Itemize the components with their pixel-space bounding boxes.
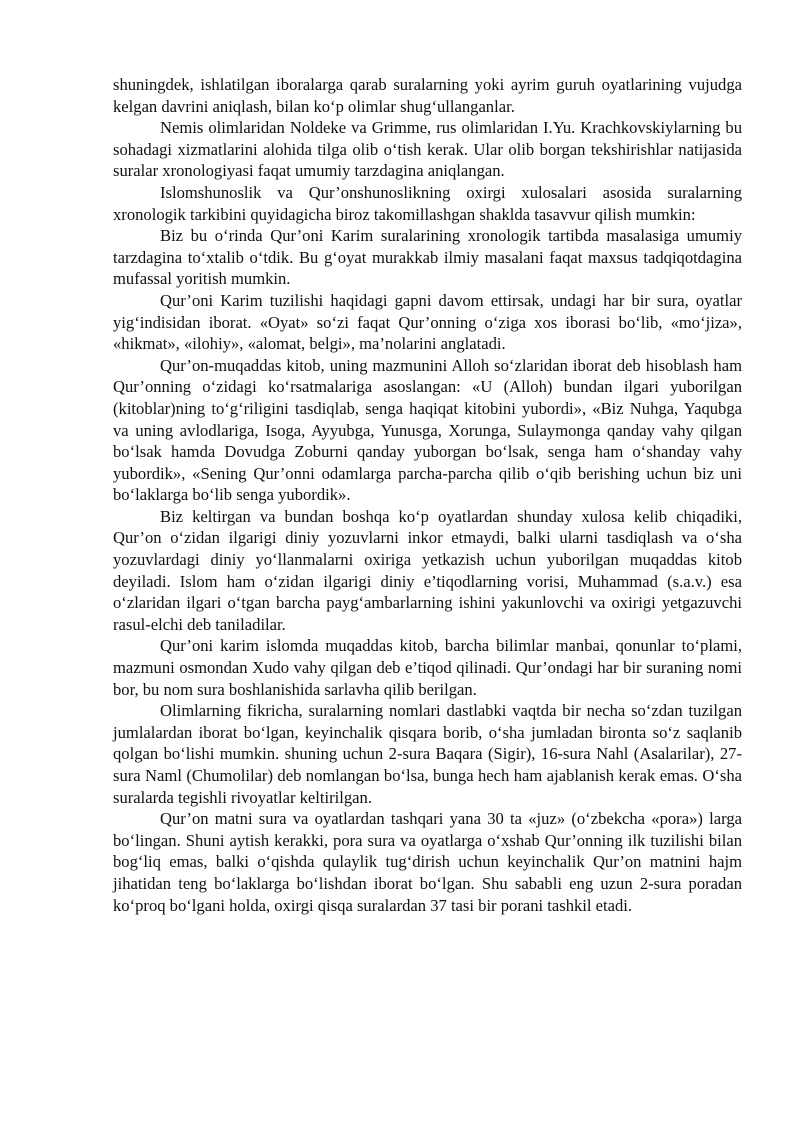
document-page [113, 74, 742, 916]
paragraph: Islomshunoslik va Qur’onshunoslikning oxirgi xulosalari asosida suralarning xronologik tarkibini quyidagicha biroz takomillashgan shaklda tasavvur qilish mumkin: [113, 182, 742, 224]
paragraph: Nemis olimlaridan Noldeke va Grimme, rus olimlaridan I.Yu. Krachkovskiylarning bu sohadagi xizmatlarini alohida tilga olib oʻtish kerak. Ular olib borgan tekshirishlar natijasida suralar xronologiyasi faqat umumiy tarzdagina aniqlangan. [113, 118, 742, 181]
paragraph: Qur’on matni sura va oyatlardan tashqari yana 30 ta «juz» (oʻzbekcha «pora») larga boʻlingan. Shuni aytish kerakki, pora sura va oyatlarga oʻxshab Qur’onning ilk tuzilishi bilan bogʻliq emas, balki oʻqishda qulaylik tugʻdirish uchun keyinchalik Qur’on matnini hajm jihatidan teng boʻlaklarga boʻlishdan iborat boʻlgan. Shu sababli eng uzun 2-sura poradan koʻproq boʻlgani holda, oxirgi qisqa suralardan 37 tasi bir porani tashkil etadi. [113, 809, 742, 915]
paragraph: Olimlarning fikricha, suralarning nomlari dastlabki vaqtda bir necha soʻzdan tuzilgan jumlalardan iborat boʻlgan, keyinchalik qisqara borib, oʻsha jumladan bironta soʻz saqlanib qolgan boʻlishi mumkin. shuning uchun 2-sura Baqara (Sigir), 16-sura Nahl (Asalarilar), 27-sura Naml (Chumolilar) deb nomlangan boʻlsa, bunga hech ham ajablanish kerak emas. Oʻsha suralarda tegishli rivoyatlar keltirilgan. [113, 701, 742, 807]
paragraph: Qur’on-muqaddas kitob, uning mazmunini Alloh soʻzlaridan iborat deb hisoblash ham Qur’onning oʻzidagi koʻrsatmalariga asoslangan: «U (Alloh) bundan ilgari yuborilgan (kitoblar)ning toʻgʻriligini tasdiqlab, senga haqiqat kitobini yubordi», «Biz Nuhga, Yaqubga va uning avlodlariga, Isoga, Ayyubga, Yunusga, Xorunga, Sulaymonga qanday vahy qilgan boʻlsak hamda Dovudga Zoburni qanday yuborgan boʻlsak, senga ham oʻshanday vahy yubordik», «Sening Qur’onni odamlarga parcha-parcha qilib oʻqib berishing uchun biz uni boʻlaklarga boʻlib senga yubordik». [113, 355, 742, 505]
paragraph: Qur’oni karim islomda muqaddas kitob, barcha bilimlar manbai, qonunlar toʻplami, mazmuni osmondan Xudo vahy qilgan deb e’tiqod qilinadi. Qur’ondagi har bir suraning nomi bor, bu nom sura boshlanishida sarlavha qilib berilgan. [113, 636, 742, 699]
paragraph: shuningdek, ishlatilgan iboralarga qarab suralarning yoki ayrim guruh oyatlarining vujudga kelgan davrini aniqlash, bilan koʻp olimlar shugʻullanganlar. [113, 75, 742, 116]
paragraph: Biz bu oʻrinda Qur’oni Karim suralarining xronologik tartibda masalasiga umumiy tarzdagina toʻxtalib oʻtdik. Bu gʻoyat murakkab ilmiy masalani faqat maxsus tadqiqotdagina mufassal yoritish mumkin. [113, 226, 742, 289]
paragraph: Qur’oni Karim tuzilishi haqidagi gapni davom ettirsak, undagi har bir sura, oyatlar yigʻindisidan iborat. «Oyat» soʻzi faqat Qur’onning oʻziga xos iborasi boʻlib, «moʻjiza», «hikmat», «ilohiy», «alomat, belgi», ma’nolarini anglatadi. [113, 290, 742, 354]
paragraph: Biz keltirgan va bundan boshqa koʻp oyatlardan shunday xulosa kelib chiqadiki, Qur’on oʻzidan ilgarigi diniy yozuvlarni inkor etmaydi, balki ularni tasdiqlash va oʻsha yozuvlardagi diniy yoʻllanmalarni oxiriga yetkazish uchun yuborilgan muqaddas kitob deyiladi. Islom ham oʻzidan ilgarigi diniy e’tiqodlarning vorisi, Muhammad (s.a.v.) esa oʻzlaridan ilgari oʻtgan barcha paygʻambarlarning ishini yakunlovchi va oxirigi yetgazuvchi rasul-elchi deb taniladilar. [113, 506, 742, 634]
